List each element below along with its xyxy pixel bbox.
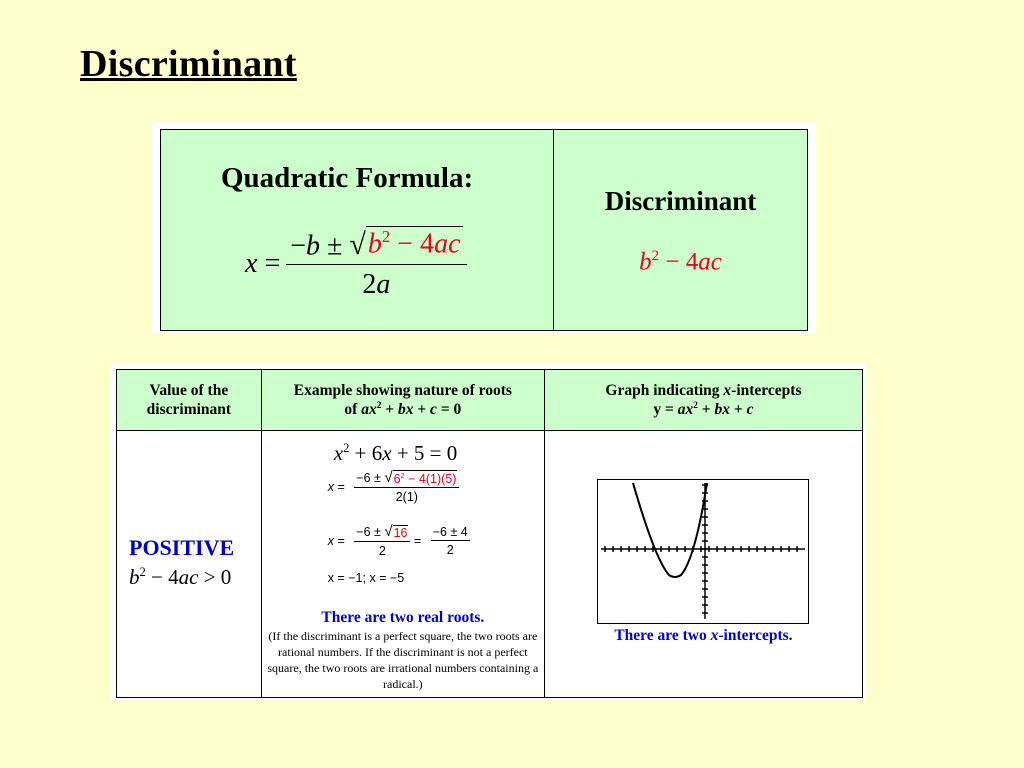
two-roots-statement: There are two real roots.: [321, 609, 485, 626]
example-equation: $x^2 + 6x + 5 = 0$: [333, 441, 458, 465]
quadratic-formula-cell: [161, 130, 554, 330]
positive-inequality: $b^2 - 4ac > 0$: [129, 565, 232, 589]
header-graph: Graph indicating x-intercepts $y = ax^2$ + bx + c: [544, 370, 862, 431]
graph-svg: [597, 479, 809, 624]
discriminant-expression: $b^2 - 4ac$: [639, 248, 722, 276]
quadratic-formula-heading: Quadratic Formula:: [221, 162, 474, 194]
example-cell: [261, 431, 544, 698]
table-header-row: [117, 370, 863, 431]
example-substitution: x = −6 ± √ $6^2 - 4(1)(5)$ 2(1): [328, 469, 460, 504]
slide-title: Discriminant: [80, 43, 297, 85]
quadratic-formula-expression: x = −b ± √ $b^2 - 4ac$ 2a: [245, 226, 467, 301]
discriminant-cell: [554, 130, 807, 330]
formula-table: [160, 129, 808, 331]
quadratic-formula-fraction: −b ± √ $b^2 - 4ac$ 2a: [286, 226, 466, 301]
parabola-graph: [597, 479, 809, 629]
discriminant-heading: Discriminant: [604, 186, 757, 216]
value-cell: [117, 431, 262, 698]
graph-caption: There are two x-intercepts.: [614, 627, 793, 644]
example-solutions: x = −1; x = −5: [327, 571, 405, 585]
nature-of-roots-panel: [110, 363, 866, 700]
header-value: Value of the discriminant: [117, 370, 262, 431]
graph-cell: [544, 431, 862, 698]
positive-label: POSITIVE: [129, 535, 235, 560]
header-example: Example showing nature of roots of $ax^2$ + bx + c = 0: [261, 370, 544, 431]
formula-box: [152, 121, 816, 333]
table-row: [117, 431, 863, 698]
roots-note: (If the discriminant is a perfect square, the two roots are rational numbers. If the discriminant is not a perfect square, the two roots are irrational numbers containing a radical.): [267, 629, 539, 691]
example-simplified: x = −6 ± √ 16 2 = $\frac{-6 \pm 4}{2}$: [327, 523, 468, 558]
nature-of-roots-table: [116, 369, 863, 698]
